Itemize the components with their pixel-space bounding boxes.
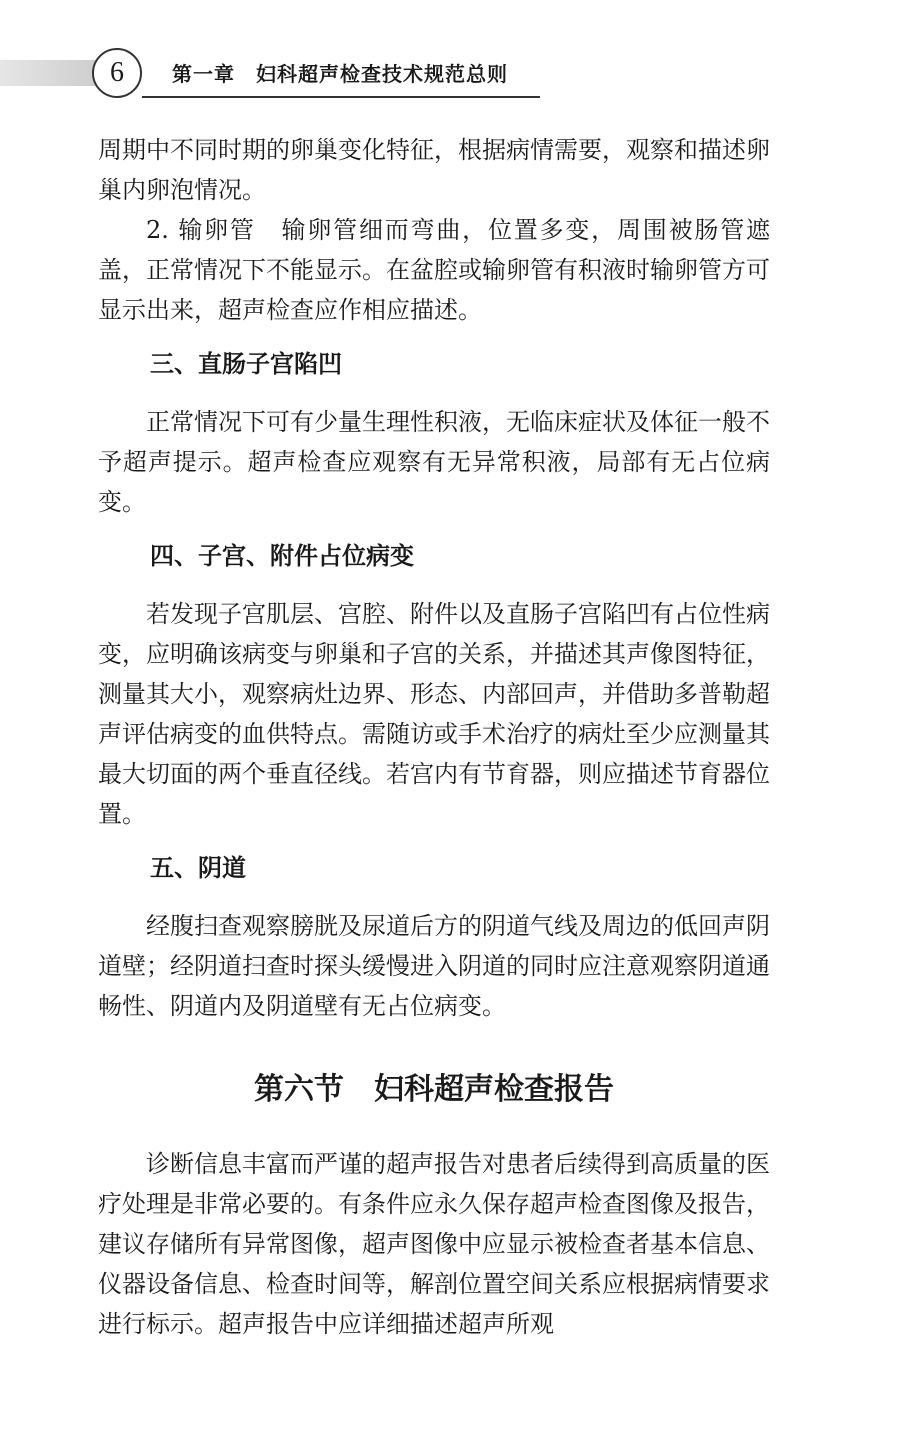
section-title: 第六节 妇科超声检查报告 — [254, 1072, 614, 1107]
paragraph-space-occupying-lesions: 若发现子宫肌层、宫腔、附件以及直肠子宫陷凹有占位性病变，应明确该病变与卵巢和子宫的关系，并描述其声像图特征，测量其大小，观察病灶边界、形态、内部回声，并借助多普勒超声评估病变的血供特点。需随访或手术治疗的病灶至少应测量其最大切面的两个垂直径线。若宫内有节育器，则应描述节育器位置。 — [98, 600, 770, 828]
chapter-title: 第一章 妇科超声检查技术规范总则 — [172, 62, 508, 86]
paragraph-ultrasound-report: 诊断信息丰富而严谨的超声报告对患者后续得到高质量的医疗处理是非常必要的。有条件应永久保存超声检查图像及报告，建议存储所有异常图像，超声图像中应显示被检查者基本信息、仪器设备信息、检查时间等，解剖位置空间关系应根据病情要求进行标示。超声报告中应详细描述超声所观 — [98, 1150, 770, 1338]
header-rule — [142, 96, 540, 98]
heading-vagina: 五、阴道 — [150, 854, 246, 882]
paragraph-vagina: 经腹扫查观察膀胱及尿道后方的阴道气线及周边的低回声阴道壁；经阴道扫查时探头缓慢进入阴道的同时应注意观察阴道通畅性、阴道内及阴道壁有无占位病变。 — [98, 912, 770, 1020]
paragraph-ovary-continued: 周期中不同时期的卵巢变化特征，根据病情需要，观察和描述卵巢内卵泡情况。 — [98, 136, 770, 204]
heading-rectouterine-pouch: 三、直肠子宫陷凹 — [150, 350, 342, 378]
page-body — [98, 130, 770, 1344]
page-number: 6 — [92, 48, 142, 98]
paragraph-fallopian-tube: 2. 输卵管 输卵管细而弯曲，位置多变，周围被肠管遮盖，正常情况下不能显示。在盆腔或输卵管有积液时输卵管方可显示出来，超声检查应作相应描述。 — [98, 216, 770, 324]
heading-space-occupying-lesions: 四、子宫、附件占位病变 — [150, 542, 414, 570]
paragraph-rectouterine-pouch: 正常情况下可有少量生理性积液，无临床症状及体征一般不予超声提示。超声检查应观察有无异常积液，局部有无占位病变。 — [98, 408, 770, 516]
page-header — [0, 0, 900, 110]
